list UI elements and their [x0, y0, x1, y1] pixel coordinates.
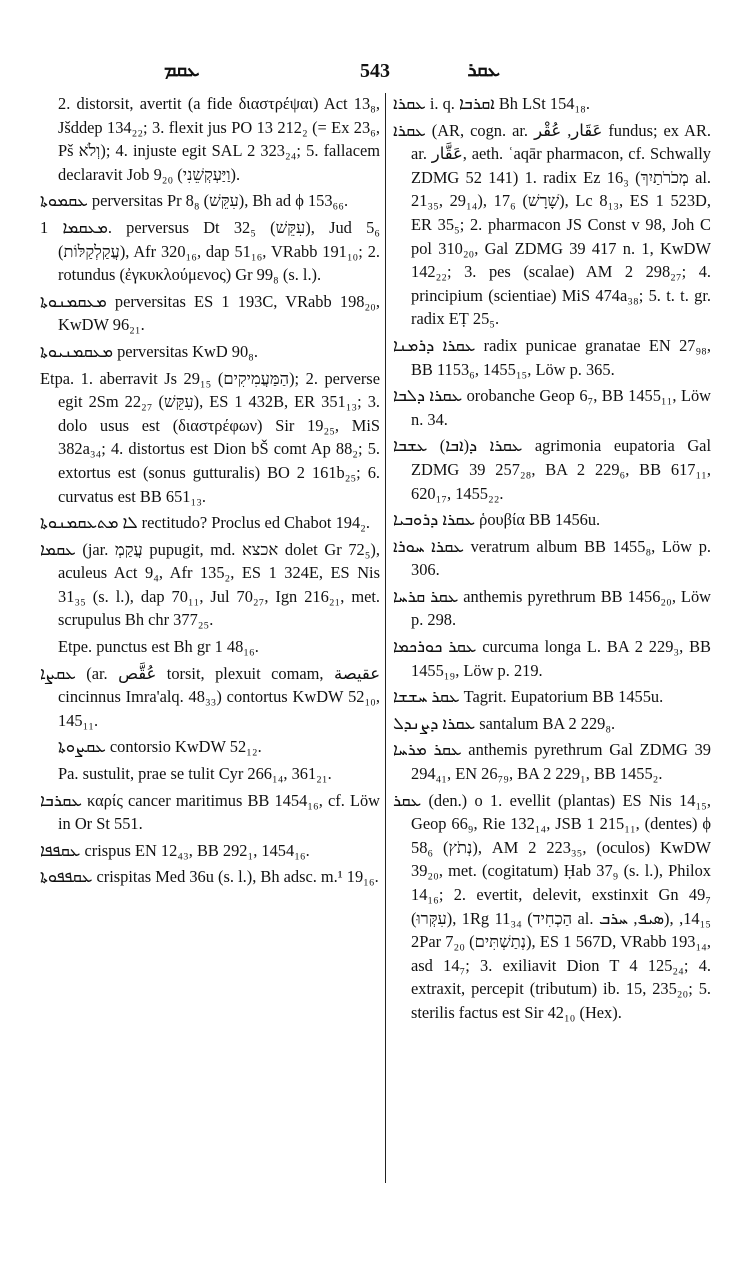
entry-radix: ܥܩܪܐ (AR, cogn. ar. عَقَار, عُقْر fundus; ex AR. ar. عَقَّار, aeth. ʿaqār pharmacon, cf. Schwally ZDMG 52 141) 1. radix Ez 16₃ (מְכֹרֹתַיִךְ al. 21₃₅, 29₁₄), 17₆ (שָׁרָשׁ), Lc 8₁₃, ES 1 523D, ER 35₅; 2. pharmacon JS Const v 98, Joh C pol 310₂₀, Gal ZDMG 39 417 n. 1, KwDW 142₂₂; 3. pes (scalae) AM 2 298₂₇; 4. principium (scientiae) MiS 474a₃₈; 5. t. t. gr. radix EṬ 25₅. [393, 120, 711, 329]
entry-perversus: ܡܥܩܡܐ 1. perversus Dt 32₅ (עִקֵּשׁ), Jud 5₆ (עֲקַלְקַלּוֹת), Afr 320₁₆, dap 51₁₆, VRabb 191₁₀; 2. rotundus (ἐγκυκλούμενος) Gr 99₈ (s. l.). [40, 217, 380, 285]
entry-etpa: Etpa. 1. aberravit Js 29₁₅ (הַמַּעֲמִיקִים); 2. perverse egit 2Sm 22₂₇ (עִקֵּשׁ), ES 1 432B, ER 351₁₃; 3. dolo usus est (διαστρέφων) Sir 19₂₅, MiS 382a₃₄; 4. distortus est Dion bŠ comt Ap 88₂; 5. extortus est (sonus gutturalis) BO 2 161b₂₅; 6. curvatus est BB 651₁₃. [40, 368, 381, 506]
entry-perversitas-1: ܥܩܡܘܬܐ perversitas Pr 8₈ (עִקֵּשׁ), Bh ad ϕ 153₆₆. [40, 191, 349, 211]
entry-contortus: ܥܩܨܐ (ar. عُقَّص torsit, plexuit comam, عقيصة cincinnus Imra'alq. 48₃₃) contortus KwDW 52₁₀, 145₁₁. [40, 663, 380, 730]
right-column [393, 92, 711, 1028]
entry-rectitudo: ܠܐ ܡܬܥܩܡܢܘܬܐ rectitudo? Proclus ed Chabot 194₂. [40, 513, 370, 533]
entry-anthemis-2: ܥܩܪ ܡܪܚܐ anthemis pyrethrum Gal ZDMG 39 294₄₁, EN 26₇₉, BA 2 229₁, BB 1455₂. [393, 740, 711, 784]
left-column [40, 92, 380, 892]
entry-contorsio: ܥܩܨܘܬܐ contorsio KwDW 52₁₂. [58, 737, 262, 757]
entry-aculeus: ܥܩܡܐ (jar. עֲקַמְ pupugit, md. אכצא dolet Gr 72₅), aculeus Act 9₄, Afr 135₂, ES 1 324E, ES Nis 31₃₅ (s. l.), dap 70₁₁, Jul 70₂₇, Ign 216₂₁, met. scrupulus Bh chr 377₂₅. [40, 539, 380, 630]
entry-iq: ܥܩܪܐ i. q. ܐܩܪܒܐ Bh LSt 154₁₈. [393, 94, 590, 113]
header-right-syriac: ܥܩܪ [467, 60, 500, 81]
entry-pa: Pa. sustulit, prae se tulit Cyr 266₁₄, 361₂₁. [58, 764, 332, 784]
column-divider [385, 93, 386, 1183]
entry-veratrum: ܥܩܪܐ ܚܘܪܐ veratrum album BB 1455₈, Löw p. 306. [393, 536, 711, 580]
entry-radix-punicae: ܥܩܪܐ ܕܪܡܢܐ radix punicae granatae EN 27₉₈, BB 1153₆, 1455₁₅, Löw p. 365. [393, 335, 711, 379]
entry-anthemis-1: ܥܩܪ ܩܪܚܐ anthemis pyrethrum BB 1456₂₀, Löw p. 298. [393, 586, 711, 630]
header-left-syriac: ܥܩܡ [164, 60, 200, 81]
entry-etpe: Etpe. punctus est Bh gr 1 48₁₆. [58, 637, 259, 657]
entry-agrimonia: ܥܩܪܐ ܕ(ܐܒܐ) ܥܫܒܐ agrimonia eupatoria Gal ZDMG 39 257₂₈, BA 2 229₆, BB 617₁₁, 620₁₇, 1455₂₂. [393, 436, 711, 503]
entry-karis: ܥܩܪܒܐ καρίς cancer maritimus BB 1454₁₆, cf. Löw in Or St 551. [40, 790, 380, 834]
entry-roubia: ܥܩܪܐ ܕܪܘܒܝܐ ῥουβία BB 1456u. [393, 510, 601, 530]
entry-santalum: ܥܩܪܐ ܕܨܢܕܠ santalum BA 2 229₈. [393, 713, 616, 733]
entry-evellit: ܥܩܪ (den.) o 1. evellit (plantas) ES Nis 14₁₅, Geop 66₉, Rie 132₁₄, JSB 1 215₁₁, (dentes) ϕ 58₆ (נְתֹץ), AM 2 223₃₅, (oculos) KwDW 39₂₀, met. (cogitatum) Ḥab 37₉ (s. l.), Philox 14₁₆; 2. evertit, delevit, exstinxit Gn 49₇ (עִקְּרוּ), 1Rg 11₃₄ (הַכְחִיד al. ܣܝܦ, ܚܪܒ), 14₁₅, 2Par 7₂₀ (נְתַשְׁתִּים), ES 1 567D, VRabb 193₁₄, asd 14₇; 3. exiliavit Dion T 4 125₂₄; 4. extraxit, percepit (tributum) ib. 15, 235₂₀; 5. sterilis factus est Sir 42₁₀ (Hex). [393, 790, 712, 1022]
entry-eupatorium: ܥܩܪ ܚܫܫܐ Tagrit. Eupatorium BB 1455u. [393, 687, 664, 707]
entry-curcuma: ܥܩܪ ܟܘܪܟܡܐ curcuma longa L. BA 2 229₃, BB 1455₁₉, Löw p. 219. [393, 637, 711, 680]
page-number: 543 [360, 60, 390, 82]
entry-distorsit: 2. distorsit, avertit (a fide διαστρέψαι) Act 13₈, Jšddep 134₂₂; 3. flexit jus PO 13 212₂ (= Ex 23₆, Pš וְלֹא); 4. injuste egit SAL 2 323₂₄; 5. fallacem declaravit Job 9₂₀ (וַיַּעְקְשֵׁנִי). [58, 94, 380, 184]
entry-orobanche: ܥܩܪܐ ܕܠܒܐ orobanche Geop 6₇, BB 1455₁₁, Löw n. 34. [393, 386, 711, 429]
page-header [60, 60, 690, 86]
entry-perversitas-2: ܡܥܩܡܢܘܬܐ perversitas ES 1 193C, VRabb 198₂₀, KwDW 96₂₁. [40, 291, 380, 335]
entry-perversitas-3: ܡܥܩܡܢܝܘܬܐ perversitas KwD 90₈. [40, 341, 258, 361]
entry-crispitas: ܥܩܦܦܘܬܐ crispitas Med 36u (s. l.), Bh adsc. m.¹ 19₁₆. [40, 867, 379, 887]
entry-crispus: ܥܩܦܦܐ crispus EN 12₄₃, BB 292₁, 1454₁₆. [40, 840, 310, 860]
